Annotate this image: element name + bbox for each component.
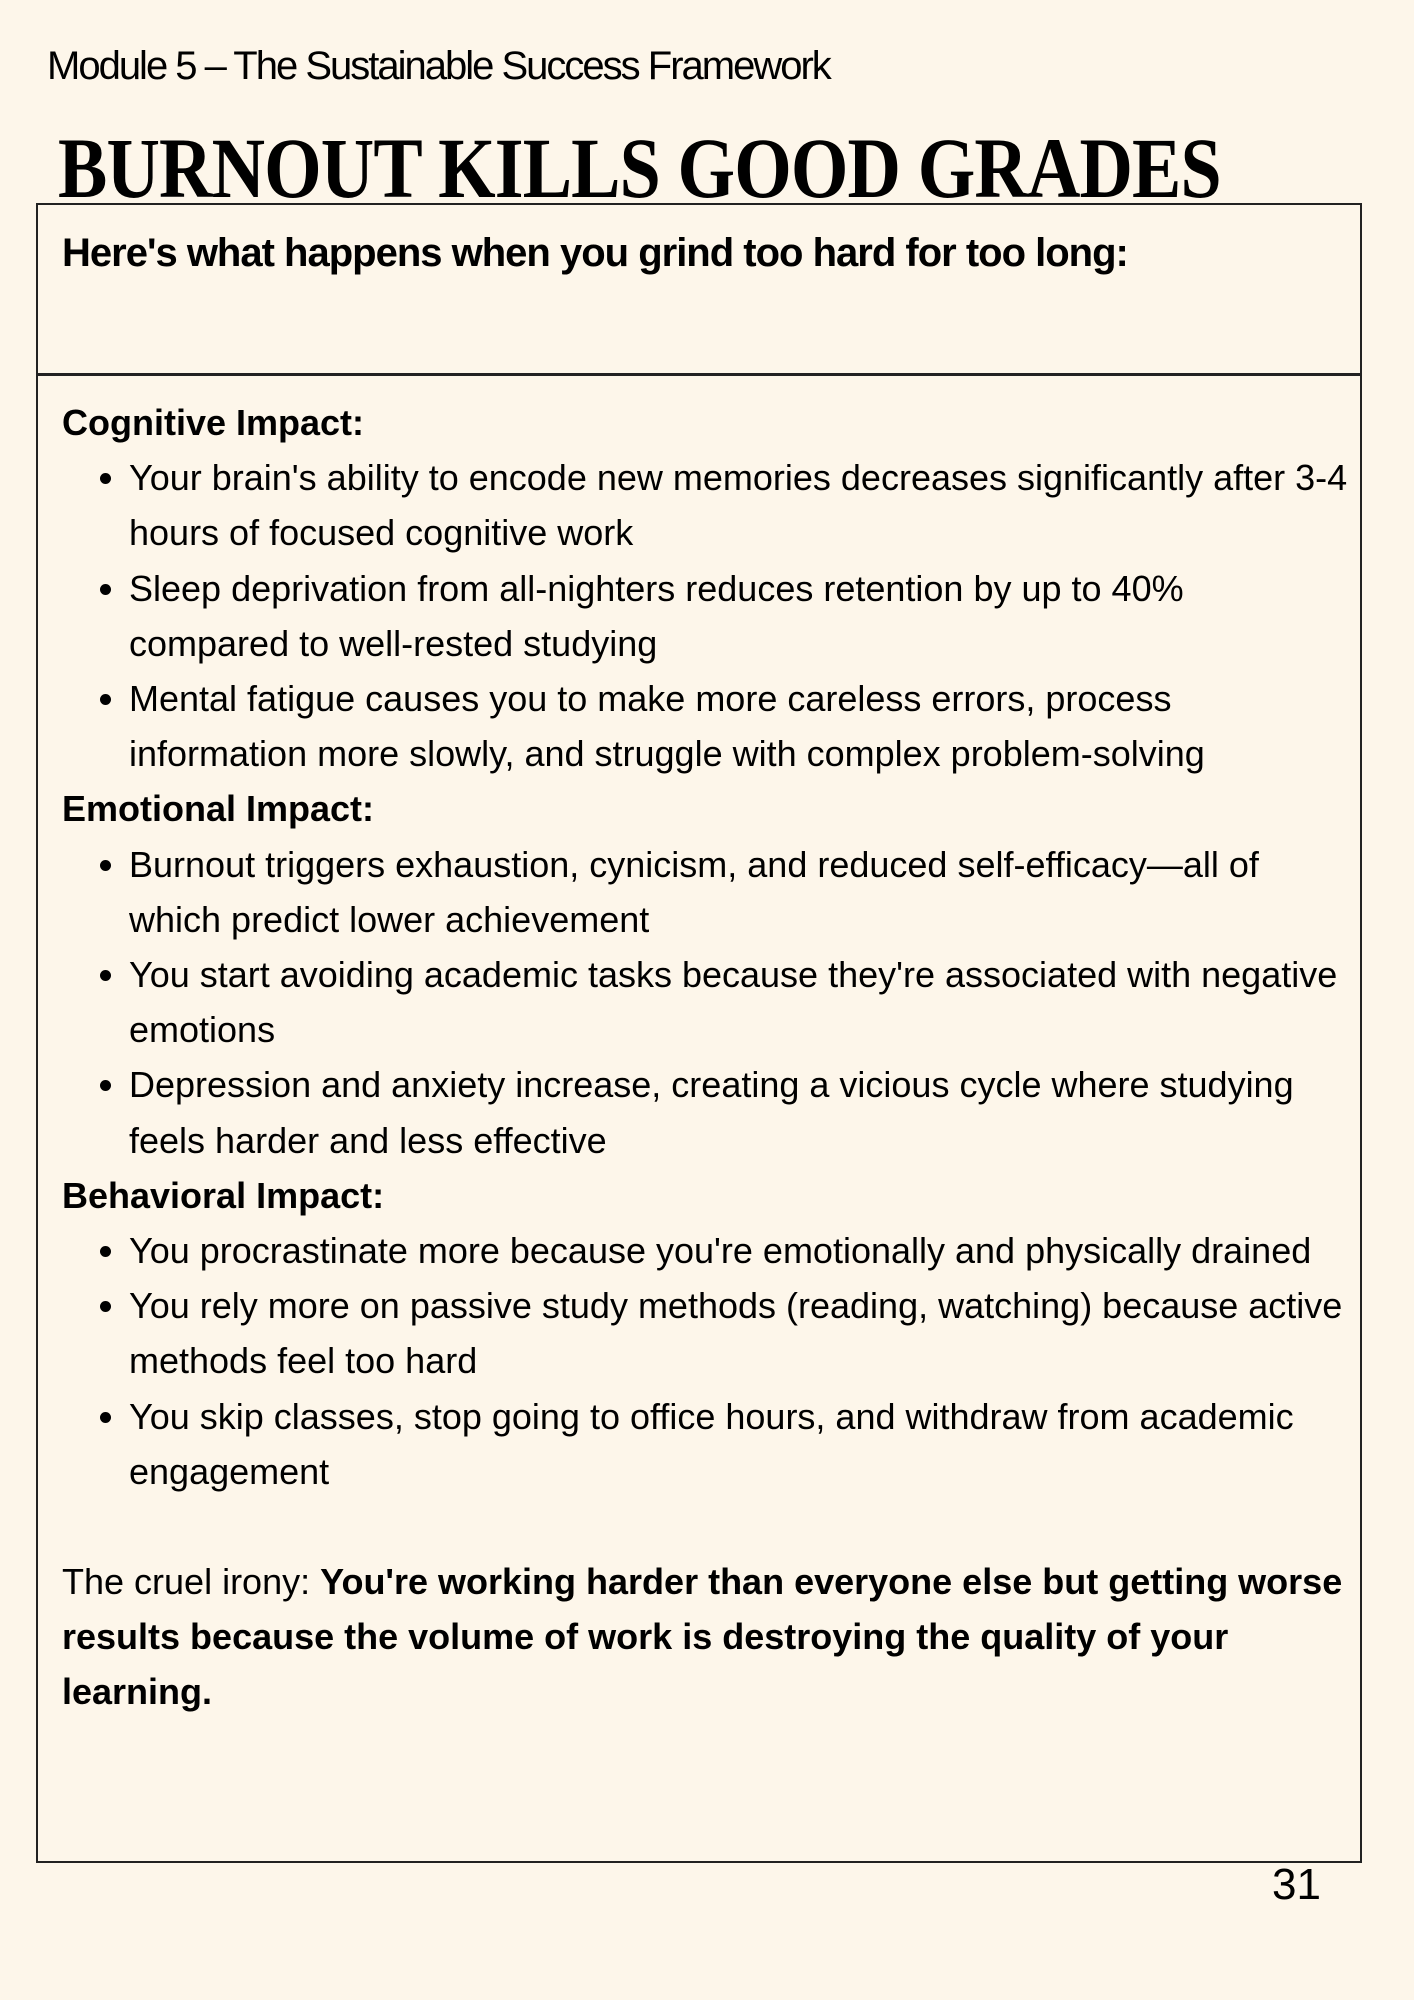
content-box [36,203,1362,1863]
divider [38,373,1360,376]
list-item: • You skip classes, stop going to office hours, and withdraw from academic engagement [129,1389,1352,1499]
section-heading: Cognitive Impact: [62,402,365,443]
section-behavioral [62,1168,1352,1499]
list-item: • You start avoiding academic tasks because they're associated with negative emotions [129,947,1352,1057]
list-item: • Your brain's ability to encode new memories decreases significantly after 3-4 hours of focused cognitive work [129,450,1352,560]
list-item: • Depression and anxiety increase, creating a vicious cycle where studying feels harder and less effective [129,1057,1352,1167]
list-item: • Sleep deprivation from all-nighters reduces retention by up to 40% compared to well-rested studying [129,561,1352,671]
page-title: BURNOUT KILLS GOOD GRADES [58,120,1221,216]
list-item: • Mental fatigue causes you to make more careless errors, process information more slowly, and struggle with complex problem-solving [129,671,1352,781]
closing-prefix: The cruel irony: [62,1561,321,1603]
section-heading: Emotional Impact: [62,788,375,830]
lead-heading: Here's what happens when you grind too hard for too long: [62,231,1128,275]
section-cognitive [62,395,1352,781]
closing-emphasis: You're working harder than everyone else but getting worse results because the volume of work is destroying the quality of your learning. [62,1561,1343,1713]
closing-paragraph [62,1554,1352,1720]
list-item: • You rely more on passive study methods (reading, watching) because active methods feel too hard [129,1278,1352,1388]
list-item: • Burnout triggers exhaustion, cynicism, and reduced self-efficacy—all of which predict lower achievement [129,837,1352,947]
content-body [62,395,1352,1720]
section-emotional [62,781,1352,1167]
list-item: • You procrastinate more because you're emotionally and physically drained [129,1223,1352,1278]
module-label: Module 5 – The Sustainable Success Framework [47,44,830,88]
section-heading: Behavioral Impact: [62,1174,385,1216]
page-number: 31 [1272,1860,1321,1909]
